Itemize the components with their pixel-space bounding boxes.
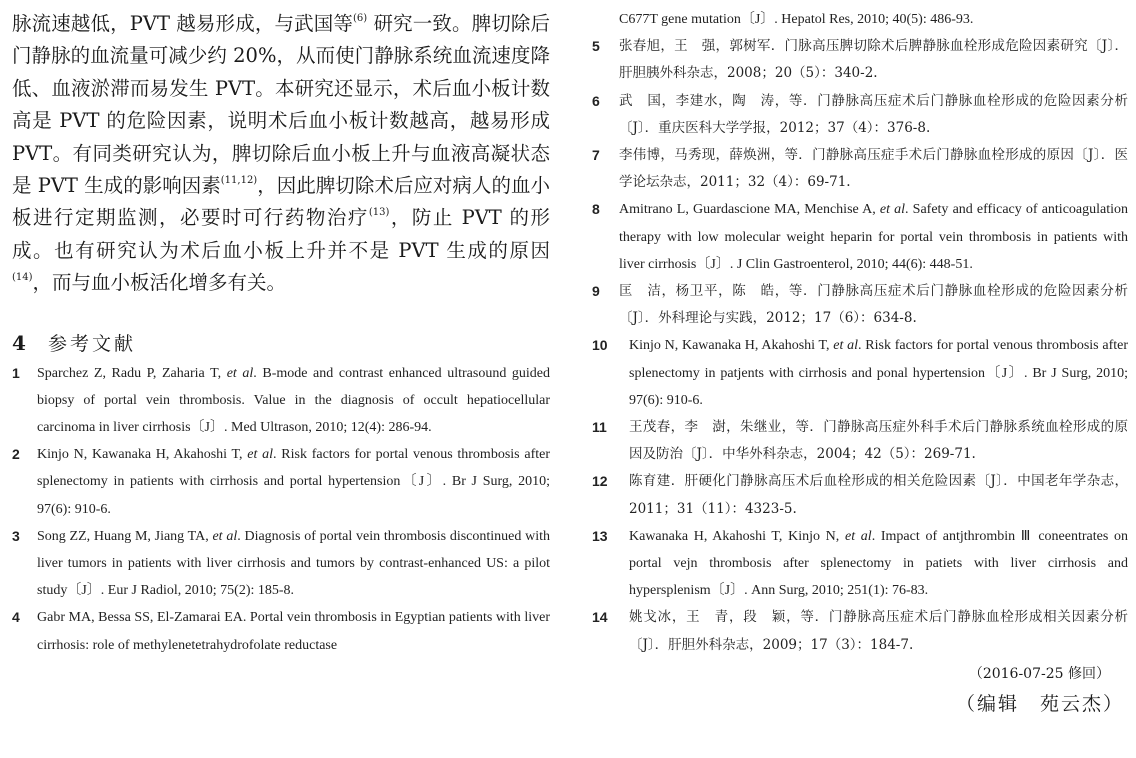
body-text-part-1: 脉流速越低，PVT 越易形成，与武国等: [12, 12, 353, 35]
reference-number: 2: [12, 446, 20, 463]
editor-credit: （编辑 苑云杰）: [955, 692, 1124, 715]
reference-authors: Kinjo N, Kawanaka H, Akahoshi T,: [629, 338, 834, 354]
reference-1: [12, 360, 550, 442]
reference-authors: Amitrano L, Guardascione MA, Menchise A,: [619, 202, 880, 218]
reference-3: [12, 523, 550, 605]
reference-etal: et al: [212, 528, 238, 544]
section-number: 4: [12, 330, 26, 355]
reference-9: [592, 278, 1128, 332]
reference-etal: et al: [247, 447, 274, 463]
reference-number: 8: [592, 201, 600, 218]
section-title: 参考文献: [48, 333, 137, 356]
reference-4: [12, 604, 550, 658]
reference-13: [592, 523, 1128, 605]
reference-number: 11: [592, 419, 607, 436]
reference-body: . Risk factors for portal venous thrombosis after splenectomy in patjents with cirrhosis and ponal hypertension〔J〕. Br J Surg, 2010; 97(6): 910-6.: [629, 338, 1128, 408]
reference-11: [592, 414, 1128, 468]
citation-13: (13): [368, 207, 390, 219]
citation-6: (6): [352, 13, 368, 24]
reference-authors: Gabr MA, Bessa SS, El-Zamarai EA. Portal vein thrombosis in Egyptian patients with liver cirrhosis: role of methylenetetrahydrofolate reductase: [37, 610, 550, 653]
reference-8: [592, 196, 1128, 278]
citation-11-12: (11,12): [220, 175, 258, 187]
reference-body: . Impact of antjthrombin Ⅲ coneentrates on portal vejn thrombosis after splenectomy in patiets with liver cirrhosis and hypersplenism〔J〕. Ann Surg, 2010; 251(1): 76-83.: [629, 528, 1128, 599]
reference-etal: et al: [833, 338, 859, 354]
reference-etal: et al: [226, 365, 254, 381]
body-paragraph: [12, 8, 550, 300]
reference-body: 王茂春，李 澍，朱继业，等．门静脉高压症外科手术后门静脉系统血栓形成的原因及防治〔J〕．中华外科杂志，2004；42（5）：269-71.: [629, 419, 1128, 463]
body-text-part-3: ，因此脾切除术后应对病人的血小板进行定期监测，必要时可行药物治疗: [12, 174, 550, 230]
reference-12: [592, 468, 1128, 522]
reference-authors: Song ZZ, Huang M, Jiang TA,: [37, 528, 213, 544]
reference-etal: et al: [845, 528, 872, 544]
reference-list-left: [12, 360, 550, 659]
reference-number: 4: [12, 609, 20, 626]
reference-authors: Kawanaka H, Akahoshi T, Kinjo N,: [629, 528, 845, 544]
reference-number: 13: [592, 527, 608, 544]
reference-number: 5: [592, 38, 600, 55]
reference-body: 陈育建．肝硬化门静脉高压术后血栓形成的相关危险因素〔J〕．中国老年学杂志，2011；31（11）：4323-5.: [629, 473, 1128, 517]
reference-body: 李伟博，马秀现，薛焕洲，等．门静脉高压症手术后门静脉血栓形成的原因〔J〕．医学论坛杂志，2011；32（4）：69-71.: [619, 147, 1128, 191]
reference-body: . Risk factors for portal venous thrombosis after splenectomy in patients with cirrhosis and portal hypertension〔J〕. Br J Surg, 2010; 97(6): 910-6.: [37, 447, 550, 517]
reference-6: [592, 88, 1128, 142]
revised-date: （2016-07-25 修回）: [968, 665, 1110, 682]
reference-number: 10: [592, 337, 608, 354]
reference-number: 12: [592, 473, 608, 490]
reference-number: 3: [12, 527, 20, 544]
reference-authors: Sparchez Z, Radu P, Zaharia T,: [37, 365, 227, 381]
body-text-part-2: 研究一致。脾切除后门静脉的血流量可减少约 20%，从而使门静脉系统血流速度降低、血液淤滞而易发生 PVT。本研究还显示，术后血小板计数高是 PVT 的危险因素，说明术后血小板计数越高，越易形成 PVT。有同类研究认为，脾切除后血小板上升与血液高凝状态是 PVT 生成的影响因素: [12, 12, 550, 198]
reference-number: 14: [592, 609, 608, 626]
reference-body: . Safety and efficacy of anticoagulation therapy with low molecular weight heparin for portal vein thrombosis in patients with liver cirrhosis〔J〕. J Clin Gastroenterol, 2010; 44(6): 448-51.: [619, 202, 1128, 272]
reference-number: 6: [592, 92, 600, 109]
reference-4-continuation: C677T gene mutation〔J〕. Hepatol Res, 2010; 40(5): 486-93.: [619, 12, 974, 27]
reference-5: [592, 33, 1128, 87]
reference-7: [592, 142, 1128, 196]
reference-body: 匡 洁，杨卫平，陈 皓，等．门静脉高压症术后门静脉血栓形成的危险因素分析〔J〕．外科理论与实践，2012；17（6）：634-8.: [619, 283, 1128, 327]
body-text-part-4: ，防止 PVT 的形成。也有研究认为术后血小板上升并不是 PVT 生成的原因: [12, 206, 550, 262]
reference-body: 张春旭，王 强，郭树军．门脉高压脾切除术后脾静脉血栓形成危险因素研究〔J〕．肝胆胰外科杂志，2008；20（5）：340-2.: [619, 38, 1128, 82]
reference-list-right: [592, 6, 1128, 659]
reference-number: 7: [592, 147, 600, 164]
reference-etal: et al: [879, 202, 906, 218]
reference-14: [592, 604, 1128, 658]
reference-authors: Kinjo N, Kawanaka H, Akahoshi T,: [37, 447, 248, 463]
section-heading: [12, 328, 550, 358]
citation-14: (14): [12, 272, 33, 284]
reference-body: 武 国，李建水，陶 涛，等．门静脉高压症术后门静脉血栓形成的危险因素分析〔J〕．重庆医科大学学报，2012；37（4）：376-8.: [619, 92, 1128, 136]
right-column: [592, 0, 1128, 721]
reference-body: . Diagnosis of portal vein thrombosis discontinued with liver tumors in patients with liver cirrhosis and tumors by contrast-enhanced US: a pilot study〔J〕. Eur J Radiol, 2010; 75(2): 185-8.: [37, 528, 550, 599]
reference-number: 9: [592, 283, 600, 300]
reference-body: 姚戈冰，王 青，段 颖，等．门静脉高压症术后门静脉血栓形成相关因素分析〔J〕．肝胆外科杂志，2009；17（3）：184-7.: [629, 609, 1128, 653]
reference-number: 1: [12, 364, 20, 381]
reference-body: . B-mode and contrast enhanced ultrasound guided biopsy of portal vein thrombosis. Value in the diagnosis of occult hepatiocellular carcinoma in liver cirrhosis〔J〕. Med Ultrason, 2010; 12(4): 286-94.: [37, 365, 551, 436]
reference-2: [12, 441, 550, 523]
reference-10: [592, 332, 1128, 414]
left-column: [12, 0, 550, 659]
body-text-part-5: ，而与血小板活化增多有关。: [32, 271, 287, 295]
